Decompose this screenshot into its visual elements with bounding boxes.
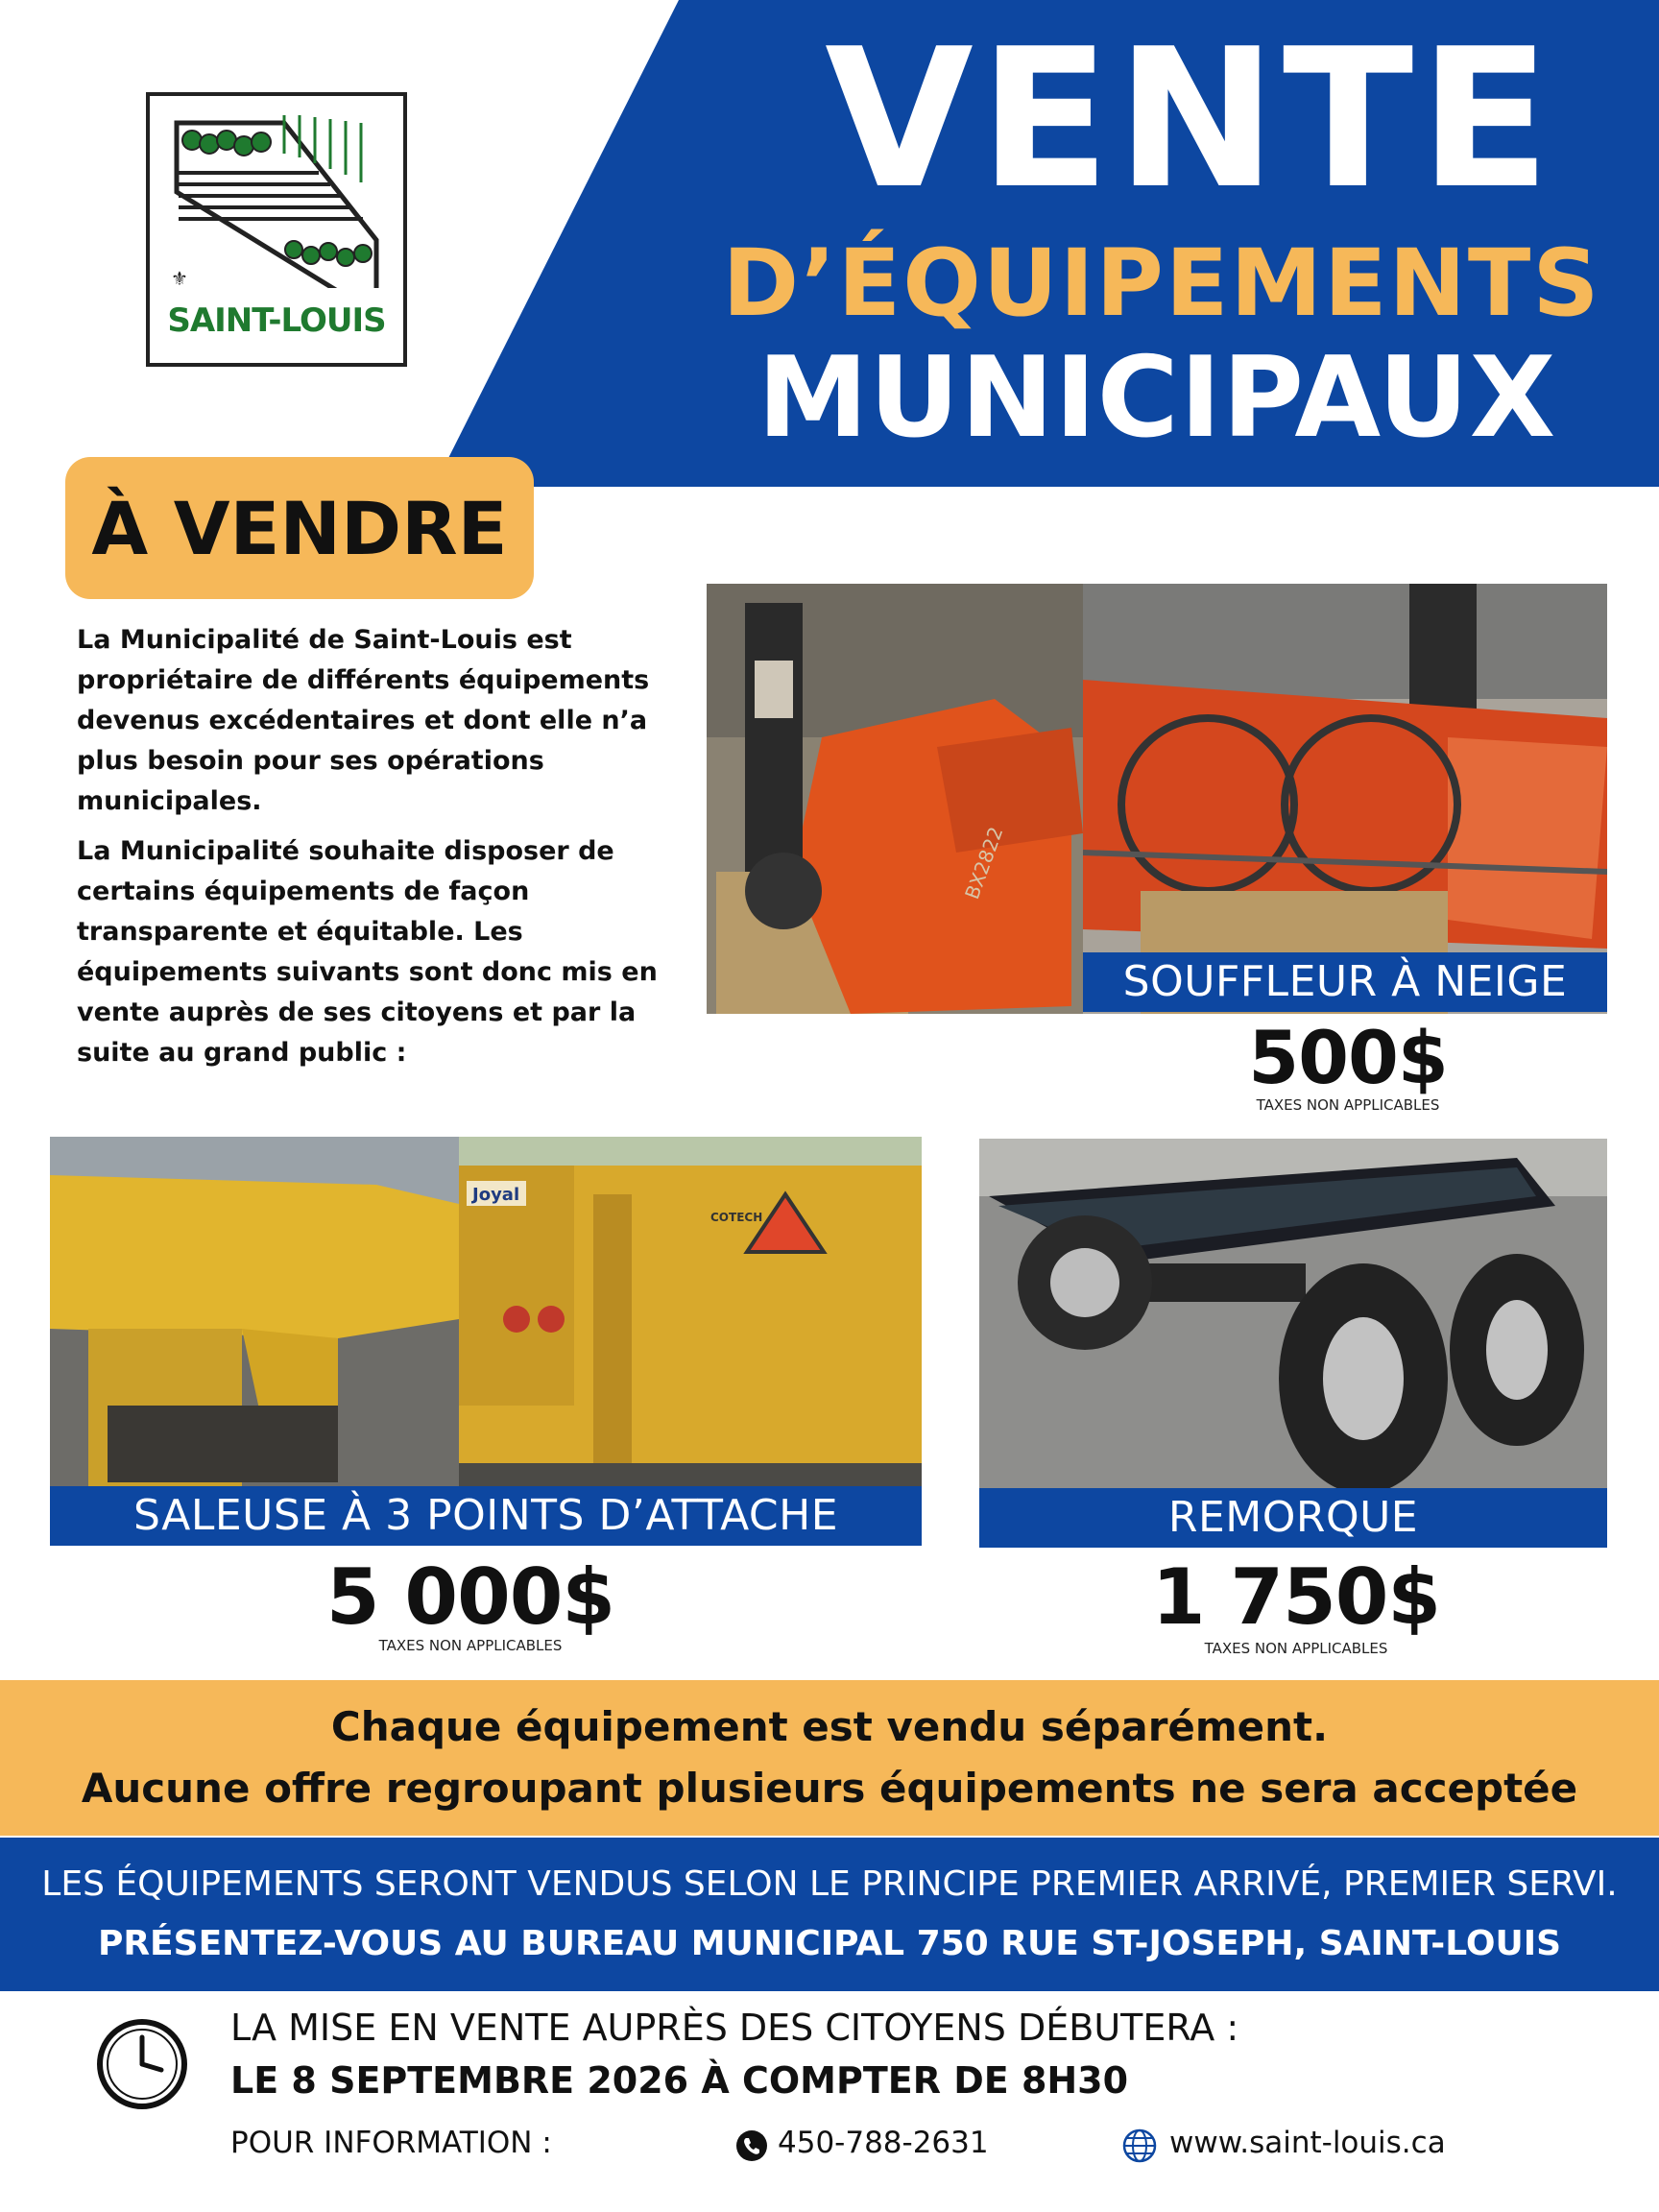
trailer-tax-note: TAXES NON APPLICABLES — [1204, 1640, 1388, 1657]
for-sale-badge: À VENDRE — [65, 457, 534, 599]
logo-emblem — [150, 96, 403, 288]
salter-tax-note: TAXES NON APPLICABLES — [378, 1637, 563, 1654]
salter-brand-joyal: Joyal — [472, 1185, 520, 1205]
logo-text: SAINT-LOUIS — [167, 301, 386, 340]
snow-blower-caption: SOUFFLEUR À NEIGE — [1083, 952, 1607, 1012]
snow-blower-price: 500$ — [1248, 1015, 1448, 1100]
website-link[interactable]: www.saint-louis.ca — [1169, 2126, 1446, 2160]
intro-paragraph-1: La Municipalité de Saint-Louis est propriétaire de différents équipements devenus excédentaires et dont elle n’a plus besoin pour ses opérations municipales. — [77, 625, 650, 816]
launch-line-1: LA MISE EN VENTE AUPRÈS DES CITOYENS DÉBUTERA : — [230, 2007, 1239, 2049]
snow-blower-tax-note: TAXES NON APPLICABLES — [1256, 1096, 1440, 1114]
fleur-de-lis-icon: ⚜ — [171, 269, 188, 290]
snow-blower-photo-2 — [1083, 584, 1607, 1014]
phone-icon — [735, 2129, 768, 2162]
snow-blower-photo-1 — [707, 584, 1083, 1014]
title-municipaux: MUNICIPAUX — [757, 333, 1557, 463]
info-label: POUR INFORMATION : — [230, 2126, 552, 2160]
intro-paragraph-2: La Municipalité souhaite disposer de certains équipements de façon transparente et équitable. Les équipements suivants sont donc mis en vente auprès de ses citoyens et par la suite au grand public : — [77, 836, 658, 1068]
trailer-caption: REMORQUE — [979, 1488, 1607, 1548]
salter-photo-1 — [50, 1137, 459, 1546]
title-equipements: D’ÉQUIPEMENTS — [722, 229, 1601, 337]
blower-model-label: BX2822 — [960, 823, 1008, 902]
sale-rules-band — [0, 1838, 1659, 1991]
title-vente: VENTE — [825, 8, 1556, 231]
notice-line-2: Aucune offre regroupant plusieurs équipements ne sera acceptée — [81, 1765, 1578, 1812]
salter-brand-cotech: COTECH — [710, 1211, 763, 1224]
globe-icon — [1121, 2128, 1158, 2164]
trailer-price: 1 750$ — [1151, 1552, 1441, 1642]
salter-price: 5 000$ — [325, 1552, 615, 1642]
salter-photo-2 — [459, 1137, 922, 1546]
sale-rules-line-2: PRÉSENTEZ-VOUS AU BUREAU MUNICIPAL 750 RUE ST-JOSEPH, SAINT-LOUIS — [97, 1924, 1562, 1963]
separate-sale-notice — [0, 1680, 1659, 1836]
municipality-logo — [146, 92, 407, 367]
intro-text — [77, 620, 672, 1083]
launch-date: LE 8 SEPTEMBRE 2026 À COMPTER DE 8H30 — [230, 2059, 1129, 2102]
trailer-photo — [979, 1139, 1607, 1488]
notice-line-1: Chaque équipement est vendu séparément. — [330, 1703, 1329, 1750]
phone-number[interactable]: 450-788-2631 — [778, 2126, 989, 2160]
clock-icon — [94, 2016, 190, 2112]
sale-rules-line-1: LES ÉQUIPEMENTS SERONT VENDUS SELON LE PRINCIPE PREMIER ARRIVÉ, PREMIER SERVI. — [41, 1864, 1618, 1904]
salter-caption: SALEUSE À 3 POINTS D’ATTACHE — [50, 1486, 922, 1546]
